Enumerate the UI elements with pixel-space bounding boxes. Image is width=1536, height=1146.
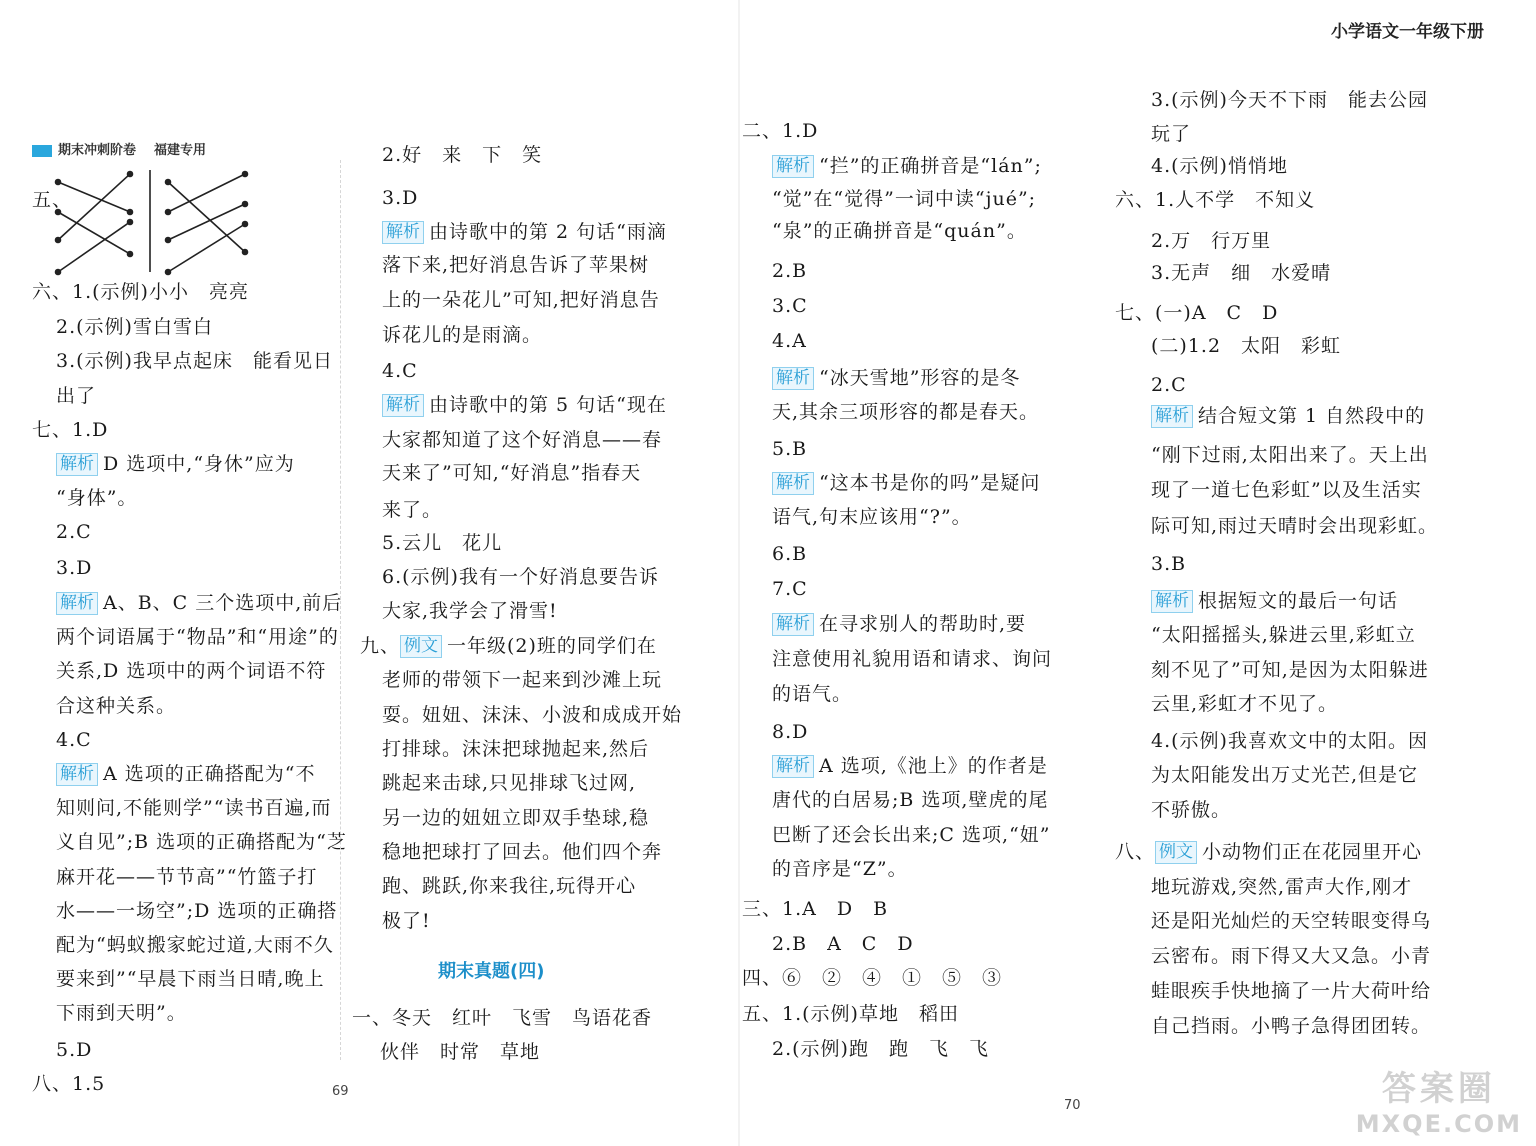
- left-running-header: [32, 139, 206, 158]
- answer-text: 3.B: [1151, 553, 1187, 575]
- answer-text: 3.无声 细 水爱晴: [1151, 262, 1332, 284]
- answer-line: [742, 256, 807, 286]
- answer-text: 云里,彩虹才不见了。: [1151, 693, 1339, 715]
- answer-line: [360, 562, 659, 592]
- answer-text: 七、1.D: [32, 419, 109, 441]
- answer-line: [742, 434, 807, 464]
- answer-text: 五、: [32, 189, 73, 211]
- answer-text: 下雨到天明”。: [56, 1002, 187, 1024]
- answer-line: [32, 691, 176, 721]
- answer-line: [1115, 872, 1412, 902]
- answer-text: 5.云儿 花儿: [382, 532, 503, 554]
- answer-text: 五、1.(示例)草地 稻田: [742, 1003, 959, 1025]
- answer-text: 诉花儿的是雨滴。: [382, 324, 543, 346]
- answer-text: 唐代的白居易;B 选项,壁虎的尾: [772, 789, 1049, 811]
- answer-line: [742, 468, 1040, 498]
- sample-essay-tag: 例文: [400, 635, 442, 658]
- answer-text: “拦”的正确拼音是“lán”;: [819, 155, 1042, 177]
- answer-text: 自己挡雨。小鸭子急得团团转。: [1151, 1015, 1432, 1037]
- answer-line: [32, 277, 249, 307]
- answer-line: [32, 827, 347, 857]
- answer-line: [1115, 401, 1425, 431]
- answer-line: [360, 495, 442, 525]
- analysis-tag: 解析: [1151, 405, 1193, 428]
- answer-text: 六、1.(示例)小小 亮亮: [32, 281, 249, 303]
- answer-line: [742, 397, 1039, 427]
- answer-text: 的音序是“Z”。: [772, 858, 908, 880]
- answer-line: [32, 622, 339, 652]
- answer-text: 5.D: [56, 1039, 93, 1061]
- answer-line: [742, 116, 818, 146]
- answer-text: 一年级(2)班的同学们在: [447, 635, 657, 657]
- answer-text: 际可知,雨过天晴时会出现彩虹。: [1151, 515, 1439, 537]
- answer-line: [742, 963, 1002, 993]
- answer-text: 义自见”;B 选项的正确搭配为“芝: [56, 831, 347, 853]
- answer-text: 打排球。沫沫把球抛起来,然后: [382, 738, 650, 760]
- analysis-tag: 解析: [772, 367, 814, 390]
- answer-text: 还是阳光灿烂的天空转眼变得乌: [1151, 910, 1432, 932]
- answer-line: [360, 285, 660, 315]
- answer-text: 另一边的妞妞立即双手垫球,稳: [382, 807, 650, 829]
- answer-text: A 选项的正确搭配为“不: [103, 763, 316, 785]
- answer-line: [1115, 906, 1431, 936]
- analysis-tag: 解析: [772, 155, 814, 178]
- answer-text: 2.B A C D: [772, 933, 914, 955]
- answer-text: 水——一场空”;D 选项的正确搭: [56, 900, 338, 922]
- answer-text: 巴断了还会长出来;C 选项,“妞”: [772, 824, 1051, 846]
- answer-text: 关系,D 选项中的两个词语不符: [56, 660, 327, 682]
- page-number-right: 70: [1064, 1098, 1081, 1113]
- answer-text: 来了。: [382, 499, 443, 521]
- answer-line: [742, 184, 1036, 214]
- answer-text: 出了: [56, 385, 97, 407]
- answer-line: [360, 906, 431, 936]
- answer-text: 语气,句末应该用“?”。: [772, 506, 972, 528]
- page-number-left: 69: [332, 1084, 349, 1099]
- answer-line: [32, 1069, 105, 1099]
- answer-line: [1115, 689, 1338, 719]
- answer-line: [1115, 258, 1331, 288]
- analysis-tag: 解析: [1151, 590, 1193, 613]
- answer-text: 4.A: [772, 330, 807, 352]
- answer-text: “觉”在“觉得”一词中读“jué”;: [772, 188, 1037, 210]
- answer-line: [352, 1003, 652, 1033]
- answer-text: 蛙眼疾手快地摘了一片大荷叶给: [1151, 980, 1432, 1002]
- answer-text: 刻不见了”可知,是因为太阳躲进: [1151, 659, 1429, 681]
- answer-text: 三、1.A D B: [742, 898, 889, 920]
- answer-text: “冰天雪地”形容的是冬: [819, 367, 1021, 389]
- answer-text: 根据短文的最后一句话: [1198, 590, 1399, 612]
- answer-line: [1115, 837, 1422, 867]
- answer-line: [360, 871, 636, 901]
- answer-text: 八、1.5: [32, 1073, 106, 1095]
- answer-line: [32, 415, 108, 445]
- answer-text: 地玩游戏,突然,雷声大作,刚才: [1151, 876, 1413, 898]
- answer-text: 在寻求别人的帮助时,要: [819, 613, 1027, 635]
- answer-text: 结合短文第 1 自然段中的: [1198, 405, 1426, 427]
- answer-line: [742, 751, 1048, 781]
- answer-text: 知则问,不能则学”“读书百遍,而: [56, 797, 332, 819]
- answer-text: 要来到”“早晨下雨当日晴,晚上: [56, 968, 325, 990]
- header-color-block: [32, 145, 52, 157]
- answer-line: [742, 502, 972, 532]
- answer-line: [360, 425, 662, 455]
- answer-text: 3.C: [772, 295, 808, 317]
- answer-line: [360, 803, 649, 833]
- answer-text: 小动物们正在花园里开心: [1202, 841, 1423, 863]
- sample-essay-tag: 例文: [1155, 841, 1197, 864]
- answer-line: [742, 1034, 989, 1064]
- answer-line: [32, 930, 334, 960]
- answer-line: [1115, 549, 1186, 579]
- matching-lines-diagram: [50, 162, 260, 277]
- answer-text: 2.万 行万里: [1151, 230, 1272, 252]
- answer-text: D 选项中,“身休”应为: [103, 453, 295, 475]
- answer-text: 4.(示例)悄悄地: [1151, 155, 1288, 177]
- running-header-title: 小学语文一年级下册: [1331, 22, 1484, 42]
- answer-line: [742, 216, 1027, 246]
- answer-text: 二、1.D: [742, 120, 819, 142]
- answer-text: 3.(示例)今天不下雨 能去公园: [1151, 89, 1428, 111]
- answer-text: 耍。妞妞、沫沫、小波和成成开始: [382, 704, 683, 726]
- answer-line: [360, 734, 649, 764]
- answer-line: [360, 596, 558, 626]
- answer-line: [1115, 475, 1422, 505]
- analysis-tag: 解析: [772, 755, 814, 778]
- answer-line: [32, 656, 326, 686]
- answer-line: [1115, 185, 1315, 215]
- answer-text: 2.C: [56, 521, 92, 543]
- answer-line: [32, 346, 333, 376]
- answer-line: [1115, 726, 1428, 756]
- answer-line: [742, 539, 807, 569]
- answer-line: [360, 458, 641, 488]
- answer-line: [1115, 331, 1341, 361]
- answer-text: (二)1.2 太阳 彩虹: [1151, 335, 1342, 357]
- answer-text: 极了!: [382, 910, 431, 932]
- answer-text: 配为“蚂蚁搬家蛇过道,大雨不久: [56, 934, 334, 956]
- watermark-line-1: 答案圈: [1381, 1069, 1496, 1109]
- answer-line: [1115, 620, 1416, 650]
- answer-line: [742, 326, 807, 356]
- question-number: 九、: [360, 635, 401, 657]
- answer-text: 天来了”可知,“好消息”指春天: [382, 462, 642, 484]
- answer-line: [360, 837, 662, 867]
- answer-line: [742, 644, 1052, 674]
- answer-text: 2.(示例)雪白雪白: [56, 316, 213, 338]
- answer-text: 2.(示例)跑 跑 飞 飞: [772, 1038, 989, 1060]
- answer-line: [1115, 941, 1431, 971]
- answer-text: “刚下过雨,太阳出来了。天上出: [1151, 444, 1429, 466]
- answer-line: [742, 929, 914, 959]
- answer-line: [1115, 976, 1431, 1006]
- watermark: [1356, 1061, 1522, 1138]
- answer-line: [32, 1035, 92, 1065]
- answer-line: [360, 768, 636, 798]
- answer-line: [32, 553, 92, 583]
- answer-text: 不骄傲。: [1151, 799, 1232, 821]
- answer-text: 7.C: [772, 578, 808, 600]
- analysis-tag: 解析: [772, 472, 814, 495]
- answer-line: [742, 820, 1050, 850]
- answer-line: [1115, 1011, 1431, 1041]
- answer-line: [32, 185, 72, 215]
- answer-text: “太阳摇摇头,躲进云里,彩虹立: [1151, 624, 1416, 646]
- answer-line: [742, 151, 1042, 181]
- answer-line: [32, 725, 92, 755]
- analysis-tag: 解析: [56, 763, 98, 786]
- answer-line: [352, 1037, 540, 1067]
- answer-line: [360, 250, 649, 280]
- answer-text: 七、(一)A C D: [1115, 302, 1279, 324]
- answer-line: [360, 700, 682, 730]
- answer-line: [1115, 586, 1398, 616]
- answer-text: 玩了: [1151, 123, 1192, 145]
- answer-line: [32, 381, 96, 411]
- answer-text: 注意使用礼貌用语和请求、询问: [772, 648, 1053, 670]
- answer-text: 四、⑥ ② ④ ① ⑤ ③: [742, 967, 1003, 989]
- answer-text: 合这种关系。: [56, 695, 177, 717]
- answer-line: [32, 998, 187, 1028]
- analysis-tag: 解析: [56, 592, 98, 615]
- answer-text: A、B、C 三个选项中,前后: [103, 592, 343, 614]
- answer-text: 6.B: [772, 543, 808, 565]
- answer-line: [360, 217, 667, 247]
- answer-line: [1115, 226, 1271, 256]
- answer-line: [1115, 85, 1428, 115]
- answer-line: [32, 862, 317, 892]
- answer-text: A 选项,《池上》的作者是: [819, 755, 1048, 777]
- left-page: [0, 0, 740, 1146]
- answer-text: 跳起来击球,只见排球飞过网,: [382, 772, 637, 794]
- analysis-tag: 解析: [56, 453, 98, 476]
- answer-text: 8.D: [772, 721, 809, 743]
- answer-line: [32, 896, 337, 926]
- answer-line: [742, 679, 852, 709]
- answer-line: [32, 793, 332, 823]
- answer-text: 的语气。: [772, 683, 853, 705]
- answer-text: 大家都知道了这个好消息——春: [382, 429, 663, 451]
- answer-line: [1115, 655, 1429, 685]
- answer-text: 上的一朵花儿”可知,把好消息告: [382, 289, 660, 311]
- answer-text: 4.(示例)我喜欢文中的太阳。因: [1151, 730, 1428, 752]
- answer-text: 为太阳能发出万丈光芒,但是它: [1151, 764, 1419, 786]
- answer-line: [742, 894, 888, 924]
- answer-text: 2.C: [1151, 374, 1187, 396]
- answer-text: 由诗歌中的第 2 句话“雨滴: [429, 221, 667, 243]
- answer-line: [742, 999, 959, 1029]
- answer-text: 稳地把球打了回去。他们四个奔: [382, 841, 663, 863]
- answer-line: [32, 517, 92, 547]
- answer-text: 天,其余三项形容的都是春天。: [772, 401, 1040, 423]
- answer-line: [742, 363, 1020, 393]
- answer-text: “泉”的正确拼音是“quán”。: [772, 220, 1027, 242]
- answer-line: [360, 665, 662, 695]
- answer-line: [1115, 795, 1231, 825]
- answer-line: [1115, 370, 1187, 400]
- answer-text: 5.B: [772, 438, 808, 460]
- answer-text: 2.B: [772, 260, 808, 282]
- answer-line: [32, 449, 295, 479]
- answer-text: 大家,我学会了滑雪!: [382, 600, 558, 622]
- column-divider: [340, 160, 341, 1060]
- answer-line: [742, 785, 1048, 815]
- answer-line: [742, 609, 1026, 639]
- answer-line: [360, 183, 418, 213]
- answer-text: 云密布。雨下得又大又急。小青: [1151, 945, 1432, 967]
- answer-line: [32, 759, 315, 789]
- analysis-tag: 解析: [772, 613, 814, 636]
- answer-text: “身体”。: [56, 487, 138, 509]
- answer-line: [1115, 760, 1418, 790]
- answer-line: [360, 140, 542, 170]
- question-number: 八、: [1115, 841, 1156, 863]
- answer-text: 伙伴 时常 草地: [380, 1041, 541, 1063]
- header-sublabel: 福建专用: [154, 143, 207, 158]
- answer-text: 现了一道七色彩虹”以及生活实: [1151, 479, 1422, 501]
- answer-line: [360, 390, 667, 420]
- answer-line: [360, 528, 502, 558]
- answer-text: 一、冬天 红叶 飞雪 鸟语花香: [352, 1007, 653, 1029]
- answer-text: 3.D: [382, 187, 419, 209]
- answer-line: [32, 312, 213, 342]
- answer-text: 两个词语属于“物品”和“用途”的: [56, 626, 339, 648]
- answer-text: 老师的带领下一起来到沙滩上玩: [382, 669, 663, 691]
- answer-line: [360, 320, 542, 350]
- answer-line: [742, 291, 808, 321]
- analysis-tag: 解析: [382, 394, 424, 417]
- answer-line: [1115, 440, 1429, 470]
- answer-line: [360, 631, 657, 661]
- answer-text: “这本书是你的吗”是疑问: [819, 472, 1041, 494]
- answer-line: [742, 717, 808, 747]
- answer-text: 3.D: [56, 557, 93, 579]
- answer-text: 跑、跳跃,你来我往,玩得开心: [382, 875, 637, 897]
- answer-text: 4.C: [56, 729, 92, 751]
- answer-line: [360, 356, 418, 386]
- header-label: 期末冲刺阶卷: [58, 143, 137, 158]
- answer-line: [1115, 151, 1288, 181]
- answer-text: 六、1.人不学 不知义: [1115, 189, 1316, 211]
- analysis-tag: 解析: [382, 221, 424, 244]
- answer-text: 麻开花——节节高”“竹篮子打: [56, 866, 318, 888]
- answer-text: 3.(示例)我早点起床 能看见日: [56, 350, 333, 372]
- answer-line: [32, 964, 324, 994]
- answer-text: 由诗歌中的第 5 句话“现在: [429, 394, 667, 416]
- answer-text: 6.(示例)我有一个好消息要告诉: [382, 566, 659, 588]
- answer-text: 4.C: [382, 360, 418, 382]
- answer-text: 落下来,把好消息告诉了苹果树: [382, 254, 650, 276]
- answer-line: [32, 483, 137, 513]
- answer-line: [1115, 511, 1438, 541]
- answer-line: [742, 854, 908, 884]
- watermark-line-2: MXQE.COM: [1355, 1110, 1522, 1138]
- answer-line: [32, 588, 342, 618]
- answer-text: 2.好 来 下 笑: [382, 144, 543, 166]
- answer-line: [1115, 119, 1191, 149]
- answer-line: [742, 574, 808, 604]
- section-title: 期末真题(四): [438, 961, 545, 982]
- answer-line: [1115, 298, 1278, 328]
- right-page: [740, 0, 1536, 1146]
